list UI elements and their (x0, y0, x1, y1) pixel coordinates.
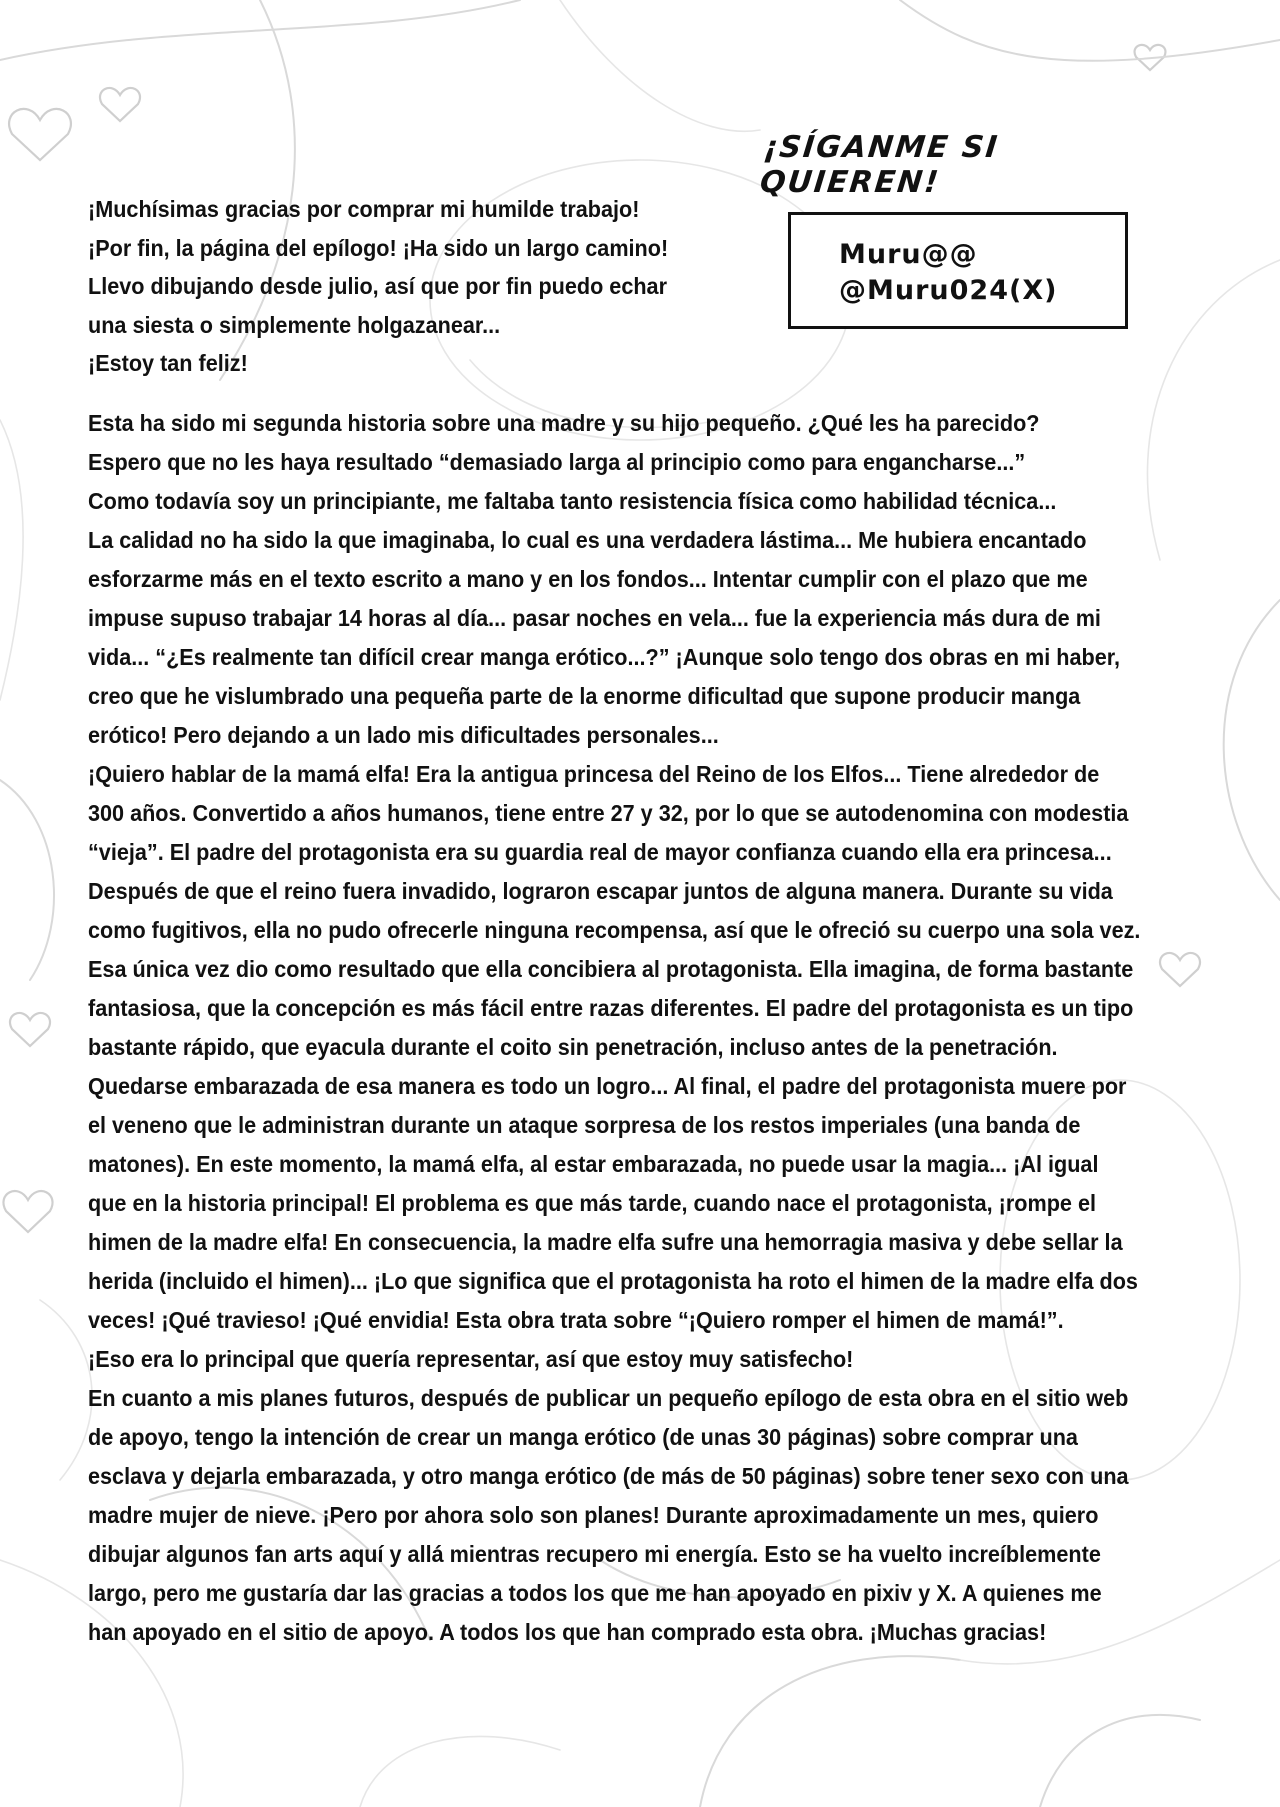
text-line: esforzarme más en el texto escrito a mano y en los fondos... Intentar cumplir con el plazo que me (88, 566, 1088, 592)
follow-heading: ¡SÍGANME SI QUIEREN! (758, 130, 1001, 200)
text-line: vida... “¿Es realmente tan difícil crear manga erótico...?” ¡Aunque solo tengo dos obras en mi haber, (88, 644, 1120, 670)
text-line: impuse supuso trabajar 14 horas al día... pasar noches en vela... fue la experiencia más dura de mi (88, 605, 1101, 631)
text-line: matones). En este momento, la mamá elfa, al estar embarazada, no puede usar la magia... ¡Al igual (88, 1151, 1099, 1177)
text-line: Llevo dibujando desde julio, así que por fin puedo echar (88, 273, 668, 299)
text-line: ¡Eso era lo principal que quería representar, así que estoy muy satisfecho! (88, 1346, 854, 1372)
text-line: Como todavía soy un principiante, me faltaba tanto resistencia física como habilidad técnica... (88, 488, 1057, 514)
afterword-body (88, 404, 1208, 1652)
text-line: himen de la madre elfa! En consecuencia, la madre elfa sufre una hemorragia masiva y debe sellar la (88, 1229, 1123, 1255)
text-line: esclava y dejarla embarazada, y otro manga erótico (de más de 50 páginas) sobre tener sexo con una (88, 1463, 1129, 1489)
text-line: Esa única vez dio como resultado que ella concibiera al protagonista. Ella imagina, de forma bastante (88, 956, 1134, 982)
text-line: Esta ha sido mi segunda historia sobre una madre y su hijo pequeño. ¿Qué les ha parecido? (88, 410, 1040, 436)
text-line: que en la historia principal! El problema es que más tarde, cuando nace el protagonista, ¡rompe el (88, 1190, 1096, 1216)
text-line: ¡Muchísimas gracias por comprar mi humilde trabajo! (88, 196, 640, 222)
heart-doodle-icon (100, 88, 140, 121)
text-line: La calidad no ha sido la que imaginaba, lo cual es una verdadera lástima... Me hubiera encantado (88, 527, 1087, 553)
heart-doodle-icon (10, 1013, 50, 1046)
text-line: veces! ¡Qué travieso! ¡Qué envidia! Esta obra trata sobre “¡Quiero romper el himen de mamá!”. (88, 1307, 1064, 1333)
text-line: madre mujer de nieve. ¡Pero por ahora solo son planes! Durante aproximadamente un mes, quiero (88, 1502, 1099, 1528)
text-line: Después de que el reino fuera invadido, lograron escapar juntos de alguna manera. Durante su vida (88, 878, 1113, 904)
text-line: fantasiosa, que la concepción es más fácil entre razas diferentes. El padre del protagonista es un tipo (88, 995, 1134, 1021)
intro-paragraph (88, 190, 728, 383)
text-line: Espero que no les haya resultado “demasiado larga al principio como para engancharse...” (88, 449, 1026, 475)
text-line: ¡Quiero hablar de la mamá elfa! Era la antigua princesa del Reino de los Elfos... Tiene alrededor de (88, 761, 1100, 787)
text-line: largo, pero me gustaría dar las gracias a todos los que me han apoyado en pixiv y X. A quienes me (88, 1580, 1102, 1606)
text-line: bastante rápido, que eyacula durante el coito sin penetración, incluso antes de la penetración. (88, 1034, 1058, 1060)
author-name: Muru@@ (839, 239, 978, 270)
heart-doodle-icon (9, 109, 71, 160)
text-line: creo que he vislumbrado una pequeña parte de la enorme dificultad que supone producir manga (88, 683, 1081, 709)
text-line: dibujar algunos fan arts aquí y allá mientras recupero mi energía. Esto se ha vuelto increíblemente (88, 1541, 1101, 1567)
text-line: herida (incluido el himen)... ¡Lo que significa que el protagonista ha roto el himen de la madre elfa dos (88, 1268, 1138, 1294)
text-line: erótico! Pero dejando a un lado mis dificultades personales... (88, 722, 719, 748)
text-line: 300 años. Convertido a años humanos, tiene entre 27 y 32, por lo que se autodenomina con modestia (88, 800, 1129, 826)
text-line: una siesta o simplemente holgazanear... (88, 311, 501, 338)
x-handle: @Muru024(X) (839, 275, 1058, 306)
text-line: como fugitivos, ella no pudo ofrecerle ninguna recompensa, así que le ofreció su cuerpo una sola vez. (88, 917, 1141, 943)
text-line: el veneno que le administran durante un ataque sorpresa de los restos imperiales (una banda de (88, 1112, 1081, 1138)
text-line: han apoyado en el sitio de apoyo. A todos los que han comprado esta obra. ¡Muchas gracias! (88, 1619, 1047, 1645)
heart-doodle-icon (3, 1191, 52, 1232)
text-line: ¡Estoy tan feliz! (88, 350, 248, 376)
text-line: Quedarse embarazada de esa manera es todo un logro... Al final, el padre del protagonista muere por (88, 1073, 1127, 1099)
text-line: ¡Por fin, la página del epílogo! ¡Ha sido un largo camino! (88, 234, 669, 261)
text-line: En cuanto a mis planes futuros, después de publicar un pequeño epílogo de esta obra en el sitio web (88, 1385, 1129, 1411)
text-line: de apoyo, tengo la intención de crear un manga erótico (de unas 30 páginas) sobre comprar una (88, 1424, 1078, 1450)
social-handle-box (788, 212, 1128, 329)
text-line: “vieja”. El padre del protagonista era su guardia real de mayor confianza cuando ella era princesa... (88, 839, 1112, 865)
